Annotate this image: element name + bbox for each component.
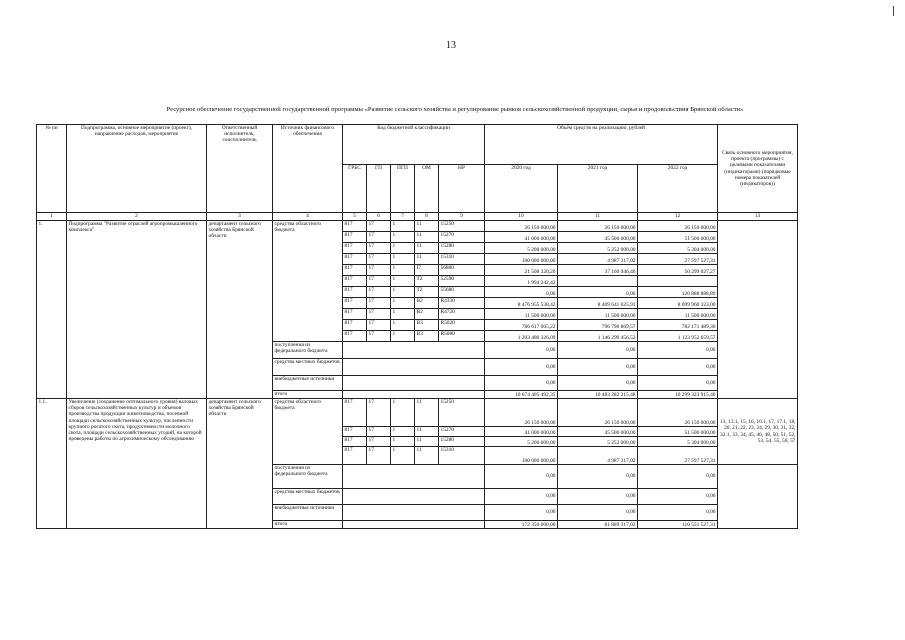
amount-cell: 0,00 [558,465,638,489]
amount-cell: 1 146 299 456,52 [558,331,638,342]
code-cell: 817 [343,298,367,309]
amount-cell: 41 000 000,00 [485,232,558,243]
code-cell: 1 [391,309,415,320]
code-cell: 17 [367,232,391,243]
header-2022: 2022 год [638,165,718,213]
code-cell [343,521,485,529]
program-name: Подпрограмма "Развитие отраслей агропромышленного комплекса" [67,221,207,399]
executor: департамент сельского хозяйства Брянской области [207,221,273,399]
amount-cell: 0,00 [638,376,718,391]
code-cell: 1 [391,427,415,437]
column-number: 13 [718,213,798,221]
section-2 [37,399,798,529]
total-amount: 172 350 000,00 [485,521,558,529]
amount-cell: 45 500 000,00 [558,232,638,243]
program-name: Увеличение (сохранение оптимального уровня) валовых сборов сельскохозяйственных культур и объемов производства продукции животноводства, посевной площади сельскохозяйственных культур, численности крупного рогатого скота, продуктивности молочного скота, площади сельскохозяйственных угодий, на которой проведены работы по агрохимическому обследованию [67,399,207,529]
funding-source: средства областного бюджета [273,399,343,465]
amount-cell: 0,00 [485,465,558,489]
column-number: 11 [558,213,638,221]
code-cell: 17 [367,298,391,309]
code-cell: 1 [391,276,415,287]
row-number: 1. [37,221,67,399]
amount-cell: 120 888 888,89 [638,287,718,298]
total-amount: 110 551 527,31 [638,521,718,529]
code-cell: 17 [367,320,391,331]
amount-cell: 11 500 000,00 [638,309,718,320]
amount-cell: 100 000 000,00 [485,447,558,465]
header-2020: 2020 год [485,165,558,213]
amount-cell: 26 150 000,00 [485,221,558,232]
amount-cell: 27 597 527,31 [638,254,718,265]
code-cell: 817 [343,331,367,342]
amount-cell: 5 252 000,00 [558,437,638,447]
code-cell [343,376,485,391]
code-cell: 11 [415,232,439,243]
amount-cell: 0,00 [558,359,638,376]
code-cell: 17 [367,221,391,232]
amount-cell [638,276,718,287]
code-cell: 817 [343,320,367,331]
column-number: 8 [415,213,439,221]
code-cell: 1 [391,243,415,254]
code-cell: 11 [415,399,439,427]
amount-cell: 26 150 000,00 [638,221,718,232]
page-number: 13 [446,40,456,51]
code-cell: B2 [415,309,439,320]
code-cell: 17 [367,427,391,437]
column-number: 4 [273,213,343,221]
column-number: 6 [367,213,391,221]
amount-cell: 51 500 000,00 [638,232,718,243]
column-numbers-row [37,213,798,221]
indicators-filler [718,465,798,529]
amount-cell: 37 160 946,46 [558,265,638,276]
total-label: итого [273,391,343,399]
header-2021: 2021 год [558,165,638,213]
code-cell: 15250 [439,221,485,232]
header-grbs: ГРБС [343,165,367,213]
code-cell: 17 [367,437,391,447]
resource-table [36,124,798,529]
header-bk: Код бюджетной классификации [343,125,485,165]
code-cell: 17 [367,287,391,298]
code-cell: 1 [391,437,415,447]
amount-cell: 27 597 527,31 [638,447,718,465]
code-cell: 15280 [439,437,485,447]
amount-cell: 5 252 000,00 [558,243,638,254]
code-cell: 1 [391,254,415,265]
header-pgp: ПГП [391,165,415,213]
amount-cell: 8 476 955 538,42 [485,298,558,309]
header-om: ОМ [415,165,439,213]
code-cell [343,342,485,359]
amount-cell: 11 500 000,00 [485,309,558,320]
header-link: Связь основного мероприятия, проекта (программы) с целевыми показателями (индикаторами) (порядковые номера показателей (индикаторов)) [718,125,798,213]
code-cell: 817 [343,437,367,447]
code-cell: 11 [415,254,439,265]
code-cell: I7 [415,265,439,276]
code-cell: 11 [415,437,439,447]
row-number: 1.1. [37,399,67,529]
amount-cell: 0,00 [485,342,558,359]
amount-cell: 0,00 [558,342,638,359]
amount-cell: 5 200 000,00 [485,243,558,254]
code-cell: 15310 [439,447,485,465]
code-cell: 17 [367,399,391,427]
funding-source: поступления из федерального бюджета [273,342,343,359]
funding-source: поступления из федерального бюджета [273,465,343,489]
indicators [718,221,798,399]
amount-cell: 26 150 000,00 [485,399,558,427]
amount-cell: 0,00 [638,489,718,505]
code-cell: 17 [367,243,391,254]
code-cell: 11 [415,221,439,232]
code-cell: 817 [343,399,367,427]
amount-cell: 786 617 065,22 [485,320,558,331]
amount-cell: 4 987 317,02 [558,447,638,465]
header-executor: Ответственный исполнитель, соисполнитель [207,125,273,213]
total-label: итого [273,521,343,529]
code-cell: 1 [391,447,415,465]
amount-cell: 5 304 000,00 [638,243,718,254]
amount-cell: 45 500 000,00 [558,427,638,437]
amount-cell: 41 000 000,00 [485,427,558,437]
code-cell: 17 [367,331,391,342]
code-cell: R5080 [439,331,485,342]
total-amount: 81 889 317,02 [558,521,638,529]
amount-cell [558,276,638,287]
code-cell: 15310 [439,254,485,265]
code-cell: T2 [415,276,439,287]
indicators: 13, 13.1, 15, 16, 16.1, 17, 17.1, 18, 20, 21, 22, 23, 24, 29, 30, 31, 32, 32.1, 33, 34, 45, 46, 48, 50, 51, 52, 53, 54, 55, 56, 57 [718,399,798,465]
header-nr: НР [439,165,485,213]
column-number: 5 [343,213,367,221]
code-cell [343,505,485,521]
column-number: 3 [207,213,273,221]
header-gp: ГП [367,165,391,213]
code-cell: R4330 [439,298,485,309]
code-cell: 1 [391,399,415,427]
amount-cell: 0,00 [485,359,558,376]
column-number: 7 [391,213,415,221]
code-cell: 1 [391,287,415,298]
code-cell: 1 [391,331,415,342]
amount-cell: 0,00 [558,376,638,391]
header-volume: Объём средств на реализацию, рублей [485,125,718,165]
margin-mark [893,6,894,16]
code-cell: 15250 [439,399,485,427]
code-cell: 15270 [439,232,485,243]
amount-cell: 26 150 000,00 [558,399,638,427]
code-cell: B3 [415,320,439,331]
code-cell [343,465,485,489]
amount-cell: 0,00 [485,287,558,298]
funding-source: внебюджетные источники [273,376,343,391]
column-number: 2 [67,213,207,221]
amount-cell: 0,00 [638,359,718,376]
amount-cell: 8 409 641 625,91 [558,298,638,309]
amount-cell: 0,00 [638,505,718,521]
code-cell: 15270 [439,427,485,437]
code-cell: 817 [343,287,367,298]
amount-cell: 782 171 489,36 [638,320,718,331]
funding-source: средства местных бюджетов [273,359,343,376]
amount-cell: 50 299 027,27 [638,265,718,276]
code-cell: 17 [367,265,391,276]
executor: департамент сельского хозяйства Брянской области [207,399,273,529]
column-number: 10 [485,213,558,221]
amount-cell: 1 203 480 326,09 [485,331,558,342]
table-row [37,399,798,427]
amount-cell: 8 099 960 323,00 [638,298,718,309]
code-cell: 17 [367,276,391,287]
code-cell: 817 [343,447,367,465]
code-cell: 17 [367,309,391,320]
amount-cell: 11 500 000,00 [558,309,638,320]
total-amount: 10 299 323 915,40 [638,391,718,399]
code-cell [343,489,485,505]
amount-cell: 0,00 [638,465,718,489]
table-row [37,221,798,232]
code-cell: 11 [415,427,439,437]
code-cell: 817 [343,243,367,254]
code-cell: 817 [343,276,367,287]
amount-cell: 0,00 [558,505,638,521]
amount-cell: 26 150 000,00 [558,221,638,232]
amount-cell: 21 508 320,20 [485,265,558,276]
amount-cell: 4 987 317,02 [558,254,638,265]
code-cell: 17 [367,254,391,265]
code-cell: 1 [391,232,415,243]
amount-cell: 100 000 000,00 [485,254,558,265]
amount-cell: 1 123 952 659,57 [638,331,718,342]
amount-cell: 0,00 [485,489,558,505]
amount-cell: 1 994 242,42 [485,276,558,287]
code-cell: 56800 [439,265,485,276]
code-cell: 55680 [439,287,485,298]
total-amount: 10 674 405 492,35 [485,391,558,399]
code-cell: T2 [415,287,439,298]
amount-cell: 796 790 869,57 [558,320,638,331]
header-source: Источник финансового обеспечения [273,125,343,213]
amount-cell: 0,00 [638,342,718,359]
header-program: Подпрограмма, основное мероприятие (проект), направление расходов, мероприятие [67,125,207,213]
code-cell: 1 [391,320,415,331]
funding-source: внебюджетные источники [273,505,343,521]
funding-source: средства местных бюджетов [273,489,343,505]
amount-cell: 5 304 000,00 [638,437,718,447]
code-cell: 15280 [439,243,485,254]
code-cell: 817 [343,232,367,243]
amount-cell: 0,00 [558,287,638,298]
code-cell: 11 [415,243,439,254]
code-cell: 817 [343,265,367,276]
code-cell: 11 [415,447,439,465]
amount-cell: 0,00 [558,489,638,505]
code-cell: 1 [391,298,415,309]
code-cell: R5020 [439,320,485,331]
section-1 [37,221,798,399]
code-cell [343,391,485,399]
amount-cell: 26 150 000,00 [638,399,718,427]
code-cell: 1 [391,221,415,232]
code-cell: 1 [391,265,415,276]
code-cell: 817 [343,427,367,437]
code-cell: 52590 [439,276,485,287]
column-number: 12 [638,213,718,221]
amount-cell: 51 500 000,00 [638,427,718,437]
column-number: 1 [37,213,67,221]
code-cell: B3 [415,331,439,342]
amount-cell: 0,00 [485,505,558,521]
code-cell [343,359,485,376]
funding-source: средства областного бюджета [273,221,343,342]
code-cell: 817 [343,254,367,265]
code-cell: R4720 [439,309,485,320]
document-title: Ресурсное обеспечение государственной государственной программы «Развитие сельского хозяйства и регулирование рынков сельскохозяйственной продукции, сырья и продовольствия Брянской области» [166,106,744,113]
amount-cell: 0,00 [485,376,558,391]
code-cell: 817 [343,309,367,320]
column-number: 9 [439,213,485,221]
code-cell: B2 [415,298,439,309]
total-amount: 10 483 282 215,48 [558,391,638,399]
header-num: № пп [37,125,67,213]
code-cell: 817 [343,221,367,232]
code-cell: 17 [367,447,391,465]
amount-cell: 5 200 000,00 [485,437,558,447]
